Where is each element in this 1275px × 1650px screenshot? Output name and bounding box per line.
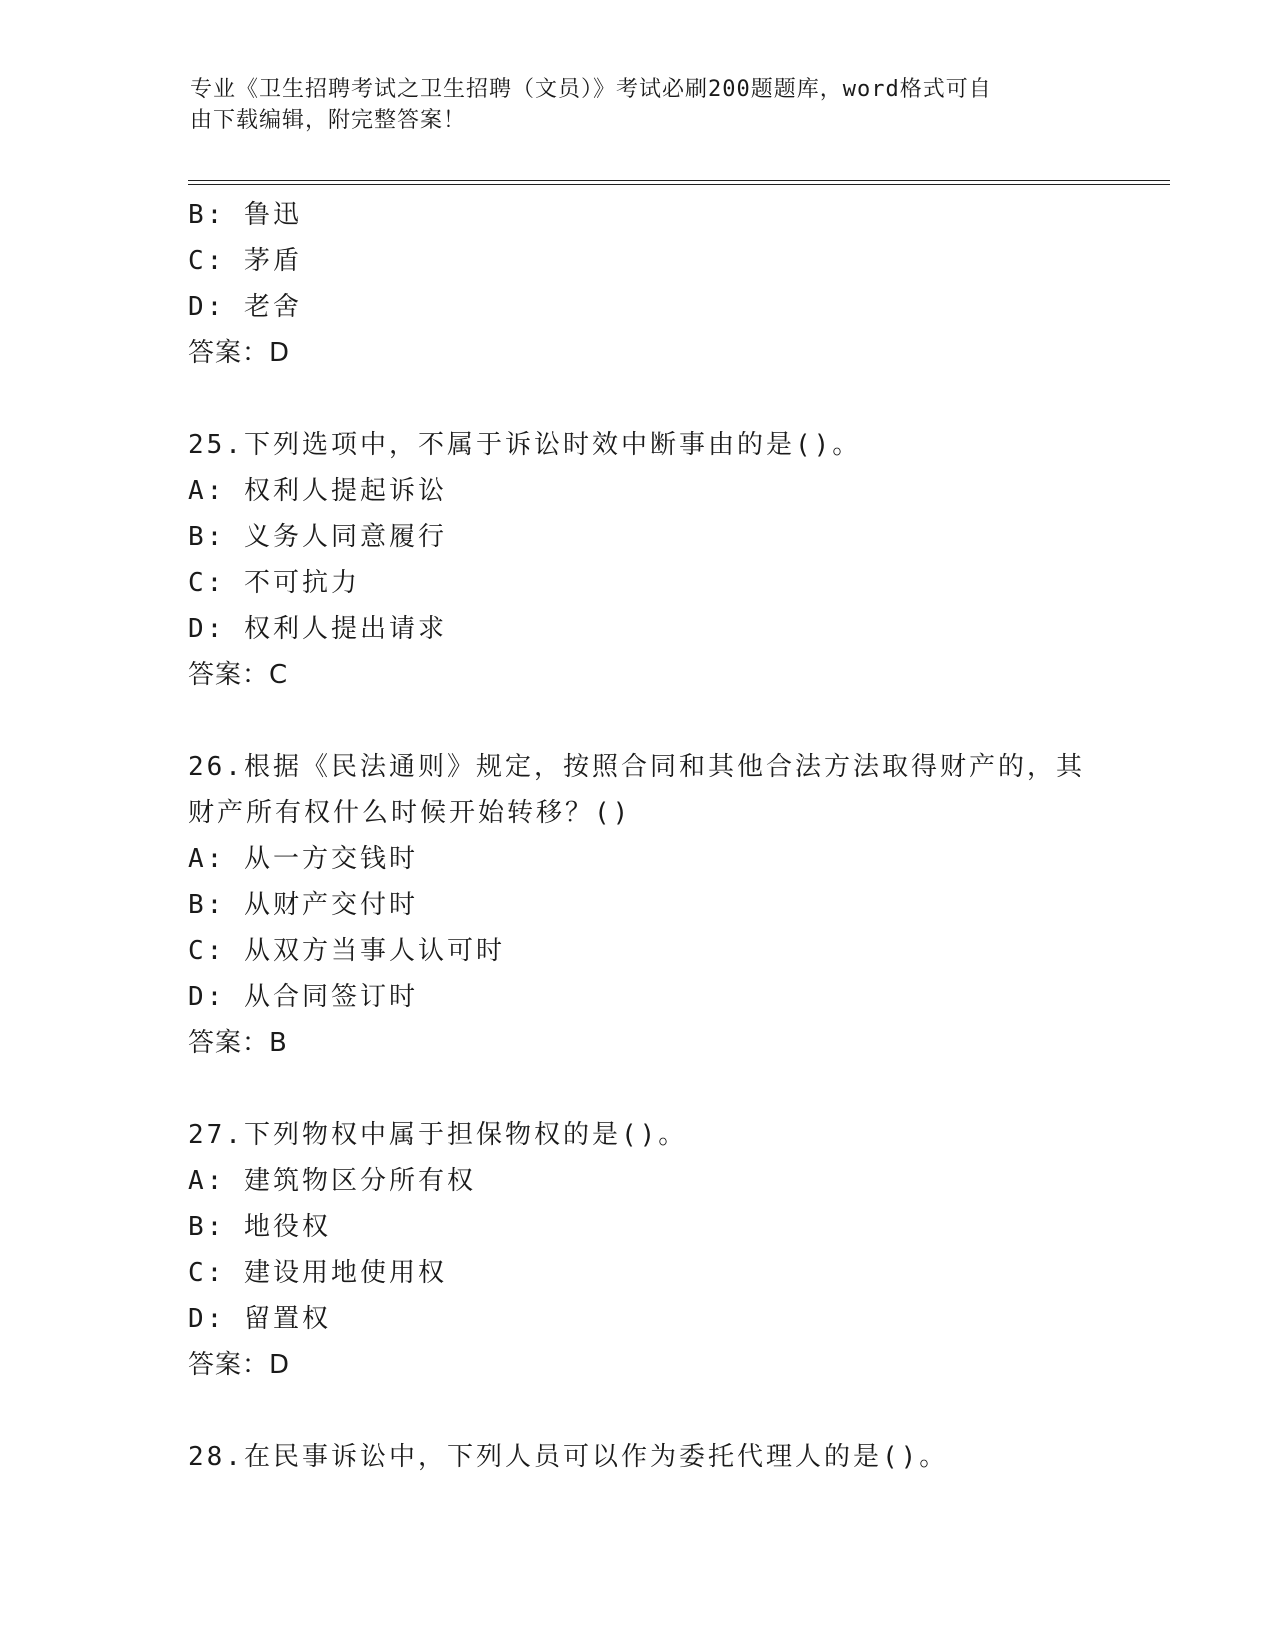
question-block-28 (188, 1434, 1148, 1480)
option-c: C: 不可抗力 (188, 568, 360, 598)
spacer (188, 376, 1148, 422)
option-a: A: 权利人提起诉讼 (188, 476, 447, 506)
option-b: B: 义务人同意履行 (188, 522, 447, 552)
option-b: B: 鲁迅 (188, 200, 302, 230)
answer-label: 答案：D (188, 338, 291, 368)
document-header (190, 74, 1090, 136)
option-c: C: 茅盾 (188, 246, 302, 276)
answer-label: 答案：D (188, 1350, 291, 1380)
question-block-25 (188, 422, 1148, 698)
question-stem: 27.下列物权中属于担保物权的是()。 (188, 1120, 688, 1150)
question-stem-line-1: 26.根据《民法通则》规定，按照合同和其他合法方法取得财产的，其 (188, 752, 1085, 782)
header-line-2: 由下载编辑，附完整答案！ (190, 108, 467, 133)
spacer (188, 1388, 1148, 1434)
option-d: D: 老舍 (188, 292, 302, 322)
header-divider-top (188, 180, 1170, 181)
question-block-27 (188, 1112, 1148, 1388)
header-divider-bottom (188, 184, 1170, 185)
spacer (188, 698, 1148, 744)
header-line-1: 专业《卫生招聘考试之卫生招聘（文员）》考试必刷200题题库，word格式可自 (190, 77, 992, 102)
question-stem: 28.在民事诉讼中，下列人员可以作为委托代理人的是()。 (188, 1442, 949, 1472)
option-c: C: 从双方当事人认可时 (188, 936, 505, 966)
option-b: B: 从财产交付时 (188, 890, 418, 920)
question-stem: 25.下列选项中，不属于诉讼时效中断事由的是()。 (188, 430, 862, 460)
question-list (188, 192, 1148, 1480)
question-block-26 (188, 744, 1148, 1066)
question-stem-line-2: 财产所有权什么时候开始转移？() (188, 798, 632, 828)
answer-label: 答案：B (188, 1028, 288, 1058)
option-d: D: 留置权 (188, 1304, 331, 1334)
option-b: B: 地役权 (188, 1212, 331, 1242)
option-a: A: 从一方交钱时 (188, 844, 418, 874)
option-d: D: 权利人提出请求 (188, 614, 447, 644)
option-c: C: 建设用地使用权 (188, 1258, 447, 1288)
spacer (188, 1066, 1148, 1112)
question-block-prev (188, 192, 1148, 376)
option-d: D: 从合同签订时 (188, 982, 418, 1012)
option-a: A: 建筑物区分所有权 (188, 1166, 476, 1196)
answer-label: 答案：C (188, 660, 289, 690)
